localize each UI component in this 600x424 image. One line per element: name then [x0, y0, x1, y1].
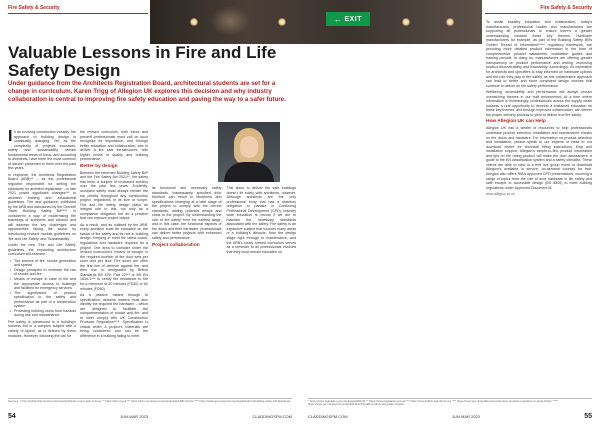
column-1 [8, 130, 76, 340]
footer-left [8, 411, 292, 421]
page-number: 54 [8, 412, 16, 420]
list-item: • The science of fire, smoke generation and spread [10, 259, 76, 268]
paragraph: Fire safety is paramount to a building's success but is a complex subject with a variety of layers, as is defined by these modules. However, following the call for [8, 319, 76, 338]
paragraph: Wellbeing, accessibility and performance will always remain overarching themes in our built environment. At a time where information is increasingly, professionals across the supply chain possess a real opportunity to develop a sustained education on these key themes, and through improved collaboration, can deliver the proper delivery process to yield to deliver true fire safety. [486, 90, 592, 117]
footnote-right: * https://www.legislation.gov.uk/ukpga/2021/24 ** https://www.legislation.gov.uk *** https://www.british-standards.org **** https://www.gov.uk/guidance/construction-products-regulation-in-great-britain ***** https://www.gov.uk/government/publications/building-safety-bill-golden-thread [308, 399, 558, 407]
article-lede: Under guidance from the Architects Registration Board, architectural students are set for a change in curriculum. Karen Trigg of Allegion UK explores this decision and why industry collaboration is central to improving fire safety education and paving the way to a safer future. [8, 80, 286, 103]
paragraph: As a passive means through to specification, decision makers must also identify the required fire hardware – which are designed to facilitate the compartmentation of smoke and fire, and to meet comply with UK Construction Products Regulation****. Specification is critical when a project's materials are being considered and can be the difference in a building failing to meet [80, 293, 148, 338]
subheading: Project collaboration [152, 242, 200, 248]
paragraph: Under the new 'Fire and Life Safety' guidelines, the expanding architecture curriculum will examine: [8, 243, 76, 257]
ceiling-light [402, 18, 410, 26]
list-item: • The significance of product specification to the safety and performance as part of a construction system [10, 291, 76, 309]
site-name: CLADDINGSFM.COM [252, 413, 292, 419]
section-header-right: Fire Safety & Security [540, 5, 592, 11]
issue-date: JUN-MAR 2023 [120, 413, 149, 419]
paragraph: n an evolving construction industry, the approach to building design is continually changing. Yet, as the complexity of projects increases, safety and sustainability remain fundamental areas of focus, and according to architects, have been the most common of issues* presented to them over the past few years. [8, 130, 76, 171]
website-link[interactable]: www.allegion.co.uk [486, 192, 515, 197]
column-3 [152, 186, 296, 254]
paragraph: As a result, and as outlined by the ARB, every architect must be educated on the basics of fire safety and its role in building design. Keeping in mind the latest codes, regulations and hardware required for a project. One area to consider under the revised curriculum's 'means of escape' is the required number of fire door sets per room and per floor. Fire doors are often the first line of defence against fire, and their use is designated by British Standards BS 476: Part 22*** or BS EN 1634-1*** to certify the resistance to fire for a minimum of 30 minutes (FD30) or 60 minutes (FD60). [80, 222, 148, 291]
paragraph: In response, the Architects Registration Board (ARB)** – as the professional regulator responsible for setting the standards for architect registration – in late 2021 posed significant changes*** to architect training and educational guidelines. The new guidance, published by the ARB and sanctioned by the Grenfell Tower Building Safety Bill****, is considered a way of modernising the teachings of architects and schools and will address the key challenges and opportunities facing the sector by introducing revised module guidelines on 'fire and Life Safety' and 'Sustainability'. [8, 172, 76, 241]
column-2 [80, 130, 148, 341]
issue-date: JUN-MAR 2023 [451, 413, 480, 419]
paragraph: This issue to deliver fire safe buildings doesn't lie solely with architects, however. Although architects are the only professional body that has a statutory obligation to partake in Continuing Professional Development (CPD), industry wide education is crucial if we are to maintain the necessary standards associated with fire safety. Fire safety is an expansive subject that touches many areas of a building's lifecycle, from the design stage right through to maintenance, and the ARB's newly formed curriculum serves as a reminder to all professionals involved that they must remain educated on [226, 186, 296, 254]
subheading: How Allegion UK can Help [486, 119, 546, 125]
article-title: Valuable Lessons in Fire and Life Safety Design [8, 43, 277, 80]
photo-glow [210, 6, 250, 36]
ceiling-light [278, 18, 286, 26]
page-number: 55 [584, 412, 592, 420]
paragraph: Between the reformed Building Safety Bill* and the Fire Safety Act 2021**, fire safety has been a subject of increased scrutiny over the past few years. Evidently, occupant safety must always remain the top priority throughout any construction project, regardless of its size or scope. Fire and life safety design plays an integral role to this, not only as a compliance obligation but as a practice that can improve project output. [80, 170, 148, 221]
portrait-body [224, 162, 274, 182]
exit-sign-photo [150, 0, 482, 44]
dropcap: I [8, 128, 13, 145]
exit-sign [326, 12, 370, 26]
list-item: • Means of escape in case of fire and the appropriate access to buildings and facilities for emergency services [10, 277, 76, 291]
paragraph: To assist industry education and collaboration, today's manufacturers, professional bodies and manufacturers are supporting all professionals to ensure there's a greater understanding towards these key themes. Hardware manufacturers for example, as part of the Building Safety Bill's Golden Thread of Information***** regulatory framework, are providing more detailed product information in the form of comprehensive product datasheets, installation guides and training periods. In doing so, manufacturers are offering greater transparency on product performance and testing, improving product discoverability and traceability. Accordingly, it's imperative for architects and specifiers to stay informed on hardware options and the role they play in fire safety, as this collaborative approach can lead to better and more consistent design choices that continue to deliver on fire safety performance. [486, 20, 592, 88]
header-rule-left [8, 13, 148, 14]
exit-label: EXIT [344, 15, 363, 23]
paragraph: its functional and necessary safety standards. Inadequately specified door furniture can result in blueprints and specifications changing at a later stage of the project to comply with the correct standards, adding potential delays and costs to the project. By understanding the role of fire safety from the earliest stage, and in this case, the functional aspects of fire doors and their hardware, professionals can deliver better projects with enhanced safety and performance. [152, 186, 222, 241]
running-man-icon: ← [333, 14, 343, 24]
portrait-face [240, 136, 258, 158]
footnote-left: Sources: * http://architectsjournal.co.uk/news/architects-report-lack-of-focus ** https://arb.org.uk *** https://arb.org.uk/wp-content/uploads/ARB-Criteria **** https://www.gov.uk/government/publications/building-safety-bill-factsheets [8, 399, 291, 403]
column-4 [486, 20, 592, 197]
author-portrait [218, 122, 280, 182]
curriculum-list [10, 259, 76, 318]
paragraph: the revised curriculum, both future and present professionals must call on such recognise its importance, and through better education and collaboration, aim to deliver a fire safe infrastructure, with higher levels of quality and building performance. [80, 130, 148, 162]
site-name: CLADDINGSFM.COM [308, 413, 348, 419]
footer-right [308, 411, 592, 421]
header-rule-right [485, 13, 592, 14]
list-item: • Design principles to minimise the risk of smoke and fire [10, 268, 76, 277]
ceiling-light [190, 18, 198, 26]
paragraph: Allegion UK has a wealth of resources to help professionals undertake product selection, installation and maintenance checks on fire doors and hardware. For information on product selection and installation, please speak to our experts or head to our download centre for technical fitting instructions, Ewp and installation support. Allegion's simple-to-find product information and tips on fire rating product will make fire door assessment; a guide to the EN classification system and a safety checklist. These videos are able to view in a free live group event or download Allegion's available in service, on-demand courses for free. Allegion also offers RIBA approved CPD presentations, covering a range of topics from the role of door hardware in life safety and safe escape to accessible design (BS 8300) to meet building regulations under Approved Document M. [486, 126, 592, 190]
section-header-left: Fire Safety & Security [8, 5, 60, 11]
subheading: Better by design [80, 163, 118, 169]
list-item: • Protecting building users from hazards during use and maintenance. [10, 309, 76, 318]
ceiling-light [446, 18, 454, 26]
